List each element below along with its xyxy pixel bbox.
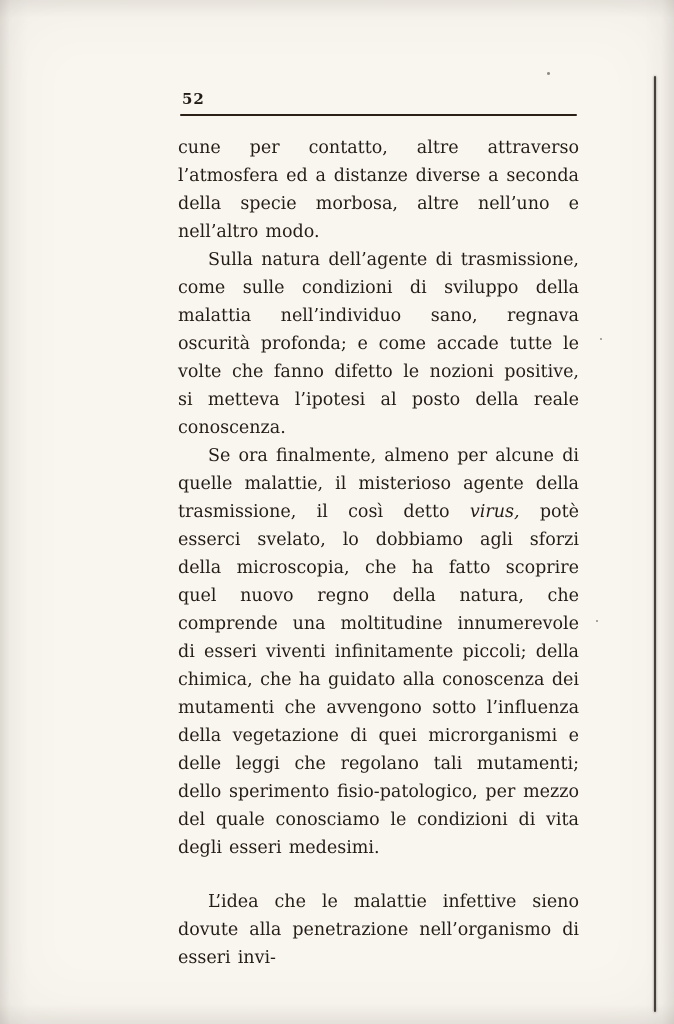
scan-speckle — [547, 72, 550, 75]
paragraph — [178, 442, 579, 862]
page-number: 52 — [182, 90, 205, 108]
header-rule — [180, 114, 577, 116]
scan-speckle — [596, 620, 598, 622]
page-text — [178, 134, 579, 972]
scan-speckle — [600, 338, 602, 340]
virus-italic-term: virus, — [469, 502, 520, 522]
paragraph-text: Se ora finalmente, almeno per alcune di quelle malattie, il misterioso agente della trasmissione, il così detto — [178, 446, 579, 522]
paragraph-text: potè esserci svelato, lo dobbiamo agli sforzi della microscopia, che ha fatto scoprire quel nuovo regno della natura, che comprende una moltitudine innumerevole di esseri viventi infinitamente piccoli; della chimica, che ha guidato alla conoscenza dei mutamenti che avvengono sotto l’influenza della vegetazione di quei microrganismi e delle leggi che regolano tali mutamenti; dello sperimento fisio-patologico, per mezzo del quale conosciamo le condizioni di vita degli esseri medesimi. — [178, 502, 579, 858]
scan-page-edge-line — [654, 76, 656, 1012]
paragraph-continued: cune per contatto, altre attraverso l’atmosfera ed a distanze diverse a seconda della specie morbosa, altre nell’uno e nell’altro modo. — [178, 138, 579, 242]
paragraph: Sulla natura dell’agente di trasmissione, come sulle condizioni di sviluppo della malattia nell’individuo sano, regnava oscurità profonda; e come accade tutte le volte che fanno difetto le nozioni positive, si metteva l’ipotesi al posto della reale conoscenza. — [178, 250, 579, 438]
paragraph: L’idea che le malattie infettive sieno dovute alla penetrazione nell’organismo di esseri invi- — [178, 892, 579, 968]
